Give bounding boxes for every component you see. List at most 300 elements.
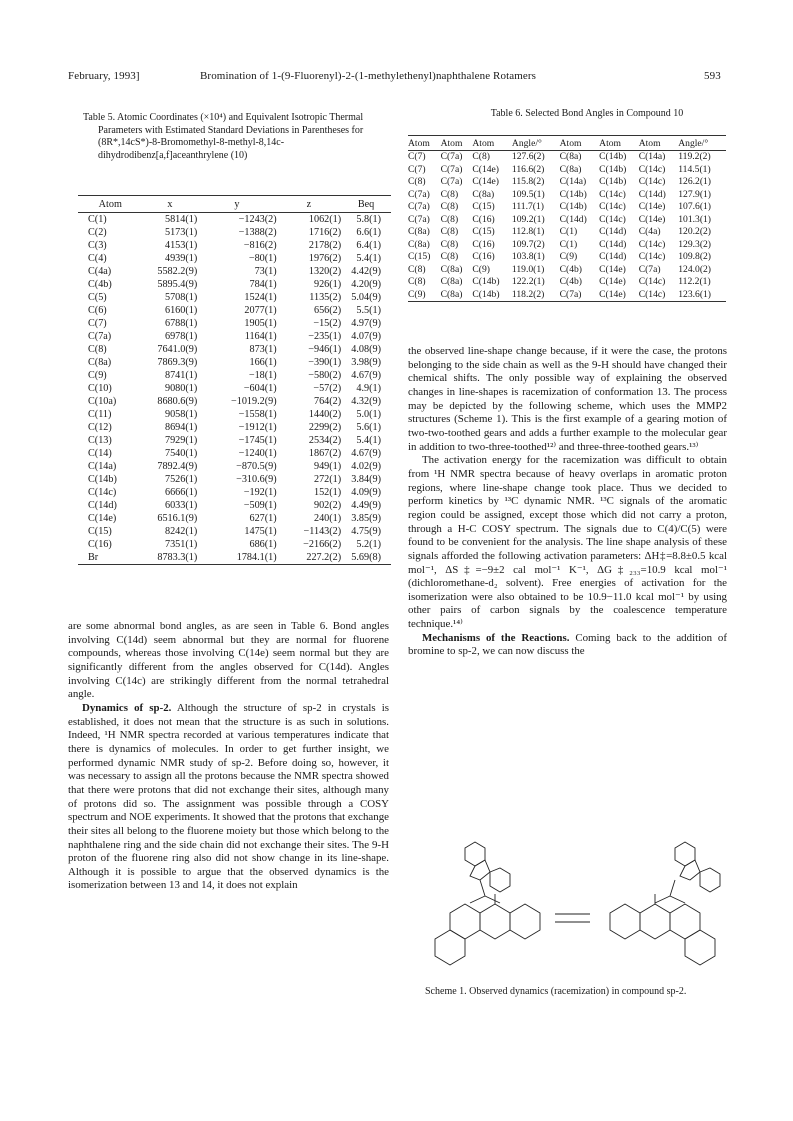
table6-cell: C(14d) <box>599 251 627 262</box>
table5-cell: C(12) <box>88 422 112 433</box>
paragraph-body: Coming back to the addition of bromine to sp-2, we can now discuss the <box>408 631 728 658</box>
left-column-text <box>68 620 389 893</box>
table5-cell: −1388(2) <box>238 227 277 238</box>
table6-cell: 120.2(2) <box>678 226 712 237</box>
table6-cell: C(14b) <box>472 289 512 302</box>
table6-cell: C(8a) <box>472 188 495 200</box>
table6-cell: C(7) <box>408 151 426 162</box>
table5-cell: Br <box>78 551 143 565</box>
table5-row <box>78 499 391 512</box>
table6-column-header: Atom <box>560 136 600 151</box>
table6-cell: C(4b) <box>559 276 582 287</box>
table6-cell: 119.2(2) <box>678 151 711 162</box>
table5-row <box>78 473 391 486</box>
table6-cell: C(7a) <box>408 188 430 200</box>
table5-cell: 8680.6(9) <box>157 396 198 407</box>
table6-cell: C(8) <box>440 188 459 200</box>
paragraph: The activation energy for the racemization was difficult to obtain from ¹H NMR spectra because of heavy overlaps in aromatic proton regions, where line-shape change took place. Thus we decided to perform kinetics by ¹³C dynamic NMR. ¹³C signals of the aromatic region could be assigned, except those which did not carry a proton, through a H-C COSY spectrum. The signals due to C(4)/C(5) were found to be convenient for the analysis. The line shape analysis of these signals afforded the following activation parameters: ΔH‡=8.8±0.5 kcal mol⁻¹, ΔS‡=−9±2 cal mol⁻¹ K⁻¹, ΔG‡₂₃₃=10.9 kcal mol⁻¹ (dichloromethane-d₂ solvent). Free energies of activation for the isomerization were also obtained to be 10.9−11.0 kcal mol⁻¹ by using other pairs of carbon signals by the coalescence temperature technique.¹⁴⁾ <box>408 454 727 631</box>
table5-cell: 6788(1) <box>164 318 198 329</box>
table6-cell: C(14b) <box>472 276 500 287</box>
table5-cell: −235(1) <box>308 331 342 342</box>
table6-cell: 109.7(2) <box>511 238 545 250</box>
table5-row <box>78 434 391 447</box>
table5-row <box>78 265 391 278</box>
table5-cell: −1240(1) <box>238 448 277 459</box>
table5-cell: C(10a) <box>88 396 117 407</box>
table5-cell: 4.42(9) <box>351 266 381 277</box>
table5-cell: 7869.3(9) <box>157 357 198 368</box>
table5-cell: 949(1) <box>313 461 342 472</box>
table6-cell: C(14c) <box>599 201 626 212</box>
table5-cell: 1976(2) <box>308 253 342 264</box>
scheme-1-caption: Scheme 1. Observed dynamics (racemization) in compound sp-2. <box>425 986 687 997</box>
table5-body <box>78 213 391 565</box>
table5-cell: 6.4(1) <box>356 240 381 251</box>
scheme-1-figure <box>430 828 730 983</box>
table5-cell: 73(1) <box>254 266 277 277</box>
page-number: 593 <box>704 70 721 82</box>
table5-cell: 3.85(9) <box>351 513 381 524</box>
table5-cell: C(13) <box>88 435 112 446</box>
table6-cell: C(14a) <box>638 151 666 162</box>
table5-cell: 166(1) <box>249 357 277 368</box>
table5-cell: −390(1) <box>308 357 342 368</box>
table6-cell: C(8a) <box>559 151 582 162</box>
table5-cell: 1867(2) <box>308 448 342 459</box>
table5-cell: C(14b) <box>88 474 117 485</box>
table6-cell: C(1) <box>559 238 578 250</box>
table5-cell: 7641.0(9) <box>157 344 198 355</box>
running-header-date: February, 1993] <box>68 70 140 82</box>
table6-cell: 118.2(2) <box>512 289 560 302</box>
table5-cell: −1745(1) <box>238 435 277 446</box>
table5-row <box>78 408 391 421</box>
table5-cell: C(4b) <box>88 279 112 290</box>
table5-cell: C(14) <box>88 448 112 459</box>
table6-cell: C(14c) <box>639 289 679 302</box>
table5-cell: 8783.3(1) <box>143 551 198 565</box>
table6-row <box>408 289 726 302</box>
table5-cell: C(14c) <box>88 487 117 498</box>
table5-column-header: Atom <box>78 196 143 213</box>
table5-cell: −604(1) <box>243 383 277 394</box>
table5-row <box>78 525 391 538</box>
table5-cell: 1440(2) <box>308 409 342 420</box>
table5-cell: −192(1) <box>243 487 277 498</box>
table6-cell: 101.3(1) <box>678 213 712 225</box>
table5-cell: 5.4(1) <box>356 435 381 446</box>
table6-row <box>408 276 726 289</box>
table5-cell: 1716(2) <box>308 227 342 238</box>
table6-cell: 112.8(1) <box>511 226 545 237</box>
table5-cell: 4.20(9) <box>351 279 381 290</box>
table6-cell: C(14d) <box>599 226 627 237</box>
table6-cell: C(14d) <box>638 188 666 200</box>
table5-cell: C(14e) <box>88 513 117 524</box>
table6-row <box>408 151 726 164</box>
table5-cell: 4.07(9) <box>351 331 381 342</box>
table5-cell: 8741(1) <box>164 370 198 381</box>
table5-cell: 5.2(1) <box>356 539 381 550</box>
table5-cell: 902(2) <box>313 500 342 511</box>
table6-cell: 109.8(2) <box>678 251 712 262</box>
table6-cell: 124.0(2) <box>678 263 712 275</box>
table6-column-header: Angle/° <box>678 136 726 151</box>
table5-row <box>78 486 391 499</box>
table5-cell: 6033(1) <box>164 500 198 511</box>
table5-cell: C(6) <box>88 305 107 316</box>
table6-cell: C(14e) <box>472 176 499 187</box>
table6-cell: C(15) <box>408 251 431 262</box>
table6-cell: C(14c) <box>638 238 666 250</box>
table6-cell: C(14e) <box>599 289 639 302</box>
table5-cell: 1135(2) <box>309 292 342 303</box>
table5-cell: 152(1) <box>313 487 342 498</box>
table6-cell: C(14c) <box>638 251 666 262</box>
table6-cell: C(15) <box>472 226 495 237</box>
table6-cell: C(8a) <box>408 226 430 237</box>
table6-cell: 109.2(1) <box>511 213 545 225</box>
table6-cell: C(7a) <box>638 263 661 275</box>
table5-cell: 9058(1) <box>164 409 198 420</box>
table5-cell: 1784.1(1) <box>197 551 276 565</box>
table6-row <box>408 226 726 239</box>
table6-cell: C(14b) <box>559 188 587 200</box>
table6-caption: Table 6. Selected Bond Angles in Compound 10 <box>490 108 684 119</box>
table5-row <box>78 291 391 304</box>
table6-cell: C(8a) <box>408 238 430 250</box>
table6-row <box>408 164 726 177</box>
table5-row <box>78 395 391 408</box>
table6-cell: C(14e) <box>638 213 666 225</box>
table6-column-header: Atom <box>441 136 473 151</box>
table6-cell: C(14c) <box>638 176 666 187</box>
table6-cell: C(14a) <box>559 176 587 187</box>
table5-cell: 656(2) <box>313 305 342 316</box>
table5-cell: C(2) <box>88 227 107 238</box>
table5-cell: 6.6(1) <box>356 227 381 238</box>
table5-cell: 4.32(9) <box>351 396 381 407</box>
table5-row <box>78 213 391 227</box>
table5-cell: 4153(1) <box>164 240 198 251</box>
table5-row <box>78 252 391 265</box>
table5-cell: 5895.4(9) <box>157 279 198 290</box>
table6-body <box>408 151 726 302</box>
table5-cell: 6978(1) <box>164 331 198 342</box>
table5-cell: 1524(1) <box>244 292 277 303</box>
table5-cell: 1164(1) <box>244 331 277 342</box>
table5-row <box>78 369 391 382</box>
table5-cell: 3.98(9) <box>351 357 381 368</box>
table5-row <box>78 304 391 317</box>
table5-cell: −15(2) <box>313 318 342 329</box>
table6-column-header: Atom <box>639 136 679 151</box>
table6-cell: C(7a) <box>408 201 430 212</box>
table5-cell: C(5) <box>88 292 107 303</box>
table5-cell: 9080(1) <box>164 383 198 394</box>
table5-cell: 5.8(1) <box>356 214 381 225</box>
table5-cell: 686(1) <box>249 539 277 550</box>
table6-cell: C(4b) <box>559 263 582 275</box>
table6-cell: C(8) <box>408 276 426 287</box>
table5-row <box>78 226 391 239</box>
table5-cell: 784(1) <box>249 279 277 290</box>
table6-cell: C(14b) <box>599 163 627 175</box>
running-header-title: Bromination of 1-(9-Fluorenyl)-2-(1-methylethenyl)naphthalene Rotamers <box>200 70 536 82</box>
table5-cell: 3.84(9) <box>351 474 381 485</box>
table5-cell: −1912(1) <box>238 422 277 433</box>
table5-cell: 5.04(9) <box>351 292 381 303</box>
table5-cell: 7929(1) <box>164 435 198 446</box>
table5-row <box>78 447 391 460</box>
section-heading: Dynamics of sp-2. <box>82 701 172 714</box>
table6-column-header: Atom <box>408 136 441 151</box>
table5-cell: −870.5(9) <box>236 461 277 472</box>
table5-cell: 7526(1) <box>164 474 198 485</box>
table6-cell: C(8) <box>440 213 459 225</box>
table5-cell: 7892.4(9) <box>157 461 198 472</box>
table6-cell: 111.7(1) <box>511 201 544 212</box>
table5-column-header: x <box>143 196 198 213</box>
equilibrium-arrows <box>555 914 590 922</box>
table5-cell: 8242(1) <box>164 526 198 537</box>
paragraph <box>68 702 389 893</box>
table6-row <box>408 251 726 264</box>
table5-cell: 7540(1) <box>164 448 198 459</box>
paragraph <box>408 632 727 659</box>
table6-cell: C(8) <box>440 238 459 250</box>
table5-row <box>78 239 391 252</box>
table5-cell: −18(1) <box>248 370 277 381</box>
table5-row <box>78 278 391 291</box>
section-heading: Mechanisms of the Reactions. <box>422 631 570 644</box>
table6-cell: C(1) <box>559 226 578 237</box>
table5-column-header: z <box>277 196 342 213</box>
right-column-text <box>408 345 727 659</box>
table5-cell: 4.97(9) <box>351 318 381 329</box>
table5-cell: 4.9(1) <box>356 383 381 394</box>
table5-cell: 4.75(9) <box>351 526 381 537</box>
table6-cell: 103.8(1) <box>511 251 545 262</box>
table6-cell: C(7a) <box>440 163 463 175</box>
table5-cell: −509(1) <box>243 500 277 511</box>
table6-cell: C(8a) <box>559 163 582 175</box>
table5-cell: 5.0(1) <box>356 409 381 420</box>
table5-cell: C(1) <box>88 214 107 225</box>
table6-row <box>408 201 726 214</box>
table6-cell: 129.3(2) <box>678 238 712 250</box>
table5-cell: −1019.2(9) <box>231 396 277 407</box>
table5-column-header: y <box>197 196 276 213</box>
table6-cell: C(7) <box>408 163 426 175</box>
table5-cell: 2178(2) <box>308 240 342 251</box>
table6-cell: 115.8(2) <box>511 176 545 187</box>
table6-header-row <box>408 136 726 151</box>
table5-cell: 8694(1) <box>164 422 198 433</box>
table5-cell: 926(1) <box>313 279 342 290</box>
table6-row <box>408 239 726 252</box>
table6-cell: 126.2(1) <box>678 176 712 187</box>
table5-cell: C(16) <box>88 539 112 550</box>
table5-row <box>78 317 391 330</box>
table6-cell: C(7a) <box>440 176 463 187</box>
table6-cell: 107.6(1) <box>678 201 712 212</box>
table6-cell: C(14b) <box>559 201 587 212</box>
table6 <box>408 135 726 302</box>
table6-cell: C(14e) <box>638 201 666 212</box>
table5-cell: −1558(1) <box>238 409 277 420</box>
table5-row <box>78 512 391 525</box>
table6-cell: C(9) <box>408 289 441 302</box>
table5-cell: 5.69(8) <box>341 551 391 565</box>
table6-cell: C(8) <box>440 201 459 212</box>
table5-cell: C(4a) <box>88 266 112 277</box>
table5-cell: C(4) <box>88 253 107 264</box>
table5-cell: 7351(1) <box>164 539 198 550</box>
table6-cell: C(14c) <box>599 213 626 225</box>
table5-cell: −580(2) <box>308 370 342 381</box>
table5-cell: −1243(2) <box>238 214 277 225</box>
table5-cell: 5.4(1) <box>356 253 381 264</box>
table6-cell: C(15) <box>472 201 495 212</box>
table5-header-row <box>78 196 391 213</box>
left-molecule-structure <box>435 842 540 965</box>
table6-cell: C(14e) <box>599 263 626 275</box>
paragraph: the observed line-shape change because, if it were the case, the protons belonging to the side chain as well as the 9-H should have changed their chemical shifts. The only possible way of explaining the observed changes in line-shapes is racemization of conformation 13. The process may be depicted by the following scheme, which uses the MMP2 structures (Scheme 1). This is the first example of a gearing motion of two-two-toothed gears and adds a further example to the molecular gear in addition to two-three-toothed¹²⁾ and three-three-toothed gears.¹³⁾ <box>408 345 727 453</box>
table6-cell: 112.2(1) <box>678 276 711 287</box>
table5-cell: −310.6(9) <box>236 474 277 485</box>
paragraph-body: Although the structure of sp-2 in crystals is established, it does not mean that the structure is as such in solutions. Indeed, ¹H NMR spectra recorded at various temperatures indicate that there is dynamics of molecules. In order to get further insight, we performed dynamic NMR study of sp-2. Before doing so, however, it was necessary to assign all the protons because the NMR spectra showed that there were protons that did not exchange their sites, although many of protons did so. The assignment was possible through a COSY spectrum and NOE experiments. It showed that the protons that exchange their sites all belong to the fluorene moiety but those which belong to the naphthalene ring and the side chain did not exchange their sites. The 9-H proton of the fluorene ring also did not show change in its line-shape. Although it is possible to argue that the observed dynamics is the isomerization between 13 and 14, it does not explain <box>68 701 389 892</box>
table5-cell: 2299(2) <box>308 422 342 433</box>
table6-cell: C(14c) <box>638 276 666 287</box>
table5-row <box>78 382 391 395</box>
table6-cell: C(7a) <box>440 151 463 162</box>
table6-cell: 127.6(2) <box>511 151 545 162</box>
table5-cell: −1143(2) <box>303 526 342 537</box>
right-molecule-structure <box>610 842 720 965</box>
table5-cell: 6160(1) <box>164 305 198 316</box>
table5-cell: 1475(1) <box>244 526 277 537</box>
table6-cell: C(7a) <box>408 213 430 225</box>
table5-column-header: Beq <box>341 196 391 213</box>
table6-cell: C(9) <box>472 263 490 275</box>
table6-column-header: Atom <box>472 136 512 151</box>
table6-row <box>408 214 726 227</box>
table5-cell: 764(2) <box>313 396 342 407</box>
table5-row <box>78 551 391 565</box>
table5-cell: 1062(1) <box>308 214 342 225</box>
table6-cell: 109.5(1) <box>511 188 545 200</box>
table5-cell: C(9) <box>88 370 107 381</box>
table5-cell: 6666(1) <box>164 487 198 498</box>
table5-cell: 227.2(2) <box>277 551 342 565</box>
table6-cell: C(8) <box>408 176 426 187</box>
table6-cell: C(8a) <box>440 276 463 287</box>
table5-cell: C(14a) <box>88 461 117 472</box>
table6-cell: 119.0(1) <box>511 263 545 275</box>
table6-cell: 127.9(1) <box>678 188 712 200</box>
table6-row <box>408 264 726 277</box>
table6-cell: C(7a) <box>560 289 600 302</box>
table5-row <box>78 330 391 343</box>
table6-cell: C(8) <box>440 226 459 237</box>
table6-cell: C(14b) <box>599 176 627 187</box>
table6-column-header: Angle/° <box>512 136 560 151</box>
table6-cell: C(14e) <box>599 276 626 287</box>
table5-cell: 4.09(9) <box>351 487 381 498</box>
table6-cell: C(14d) <box>559 213 587 225</box>
table5-row <box>78 343 391 356</box>
table5-cell: 4.49(9) <box>351 500 381 511</box>
table5-cell: C(15) <box>88 526 112 537</box>
table6-cell: C(8) <box>440 251 459 262</box>
table5-cell: 5.5(1) <box>356 305 381 316</box>
table5-row <box>78 538 391 551</box>
table5-cell: C(7a) <box>88 331 112 342</box>
table6-cell: C(16) <box>472 213 495 225</box>
table6-cell: C(14c) <box>599 188 626 200</box>
table6-cell: C(16) <box>472 251 495 262</box>
table5-cell: 5582.2(9) <box>157 266 198 277</box>
table5-cell: 4.08(9) <box>351 344 381 355</box>
table6-cell: C(14e) <box>472 163 499 175</box>
table5-cell: 6516.1(9) <box>157 513 198 524</box>
table6-cell: C(14b) <box>599 151 627 162</box>
table5 <box>78 195 391 565</box>
table5-row <box>78 356 391 369</box>
table5-cell: −2166(2) <box>303 539 342 550</box>
table6-cell: C(8) <box>472 151 490 162</box>
table5-cell: 5.6(1) <box>356 422 381 433</box>
table5-cell: 1320(2) <box>308 266 342 277</box>
table5-cell: 627(1) <box>249 513 277 524</box>
table5-cell: −816(2) <box>243 240 277 251</box>
table6-cell: 116.6(2) <box>511 163 545 175</box>
table5-cell: 4.02(9) <box>351 461 381 472</box>
table5-cell: 5173(1) <box>164 227 198 238</box>
table5-cell: −946(1) <box>308 344 342 355</box>
table5-cell: −57(2) <box>313 383 342 394</box>
table5-cell: 1905(1) <box>244 318 277 329</box>
table5-cell: C(8) <box>88 344 107 355</box>
table5-cell: 272(1) <box>313 474 342 485</box>
table5-cell: 2077(1) <box>244 305 277 316</box>
table5-cell: 4939(1) <box>164 253 198 264</box>
table5-row <box>78 421 391 434</box>
table6-cell: 114.5(1) <box>678 163 711 175</box>
paragraph: are some abnormal bond angles, as are seen in Table 6. Bond angles involving C(14d) seem abnormal but they are normal for fluorene compounds, whereas those involving C(14e) seem normal but they are significantly different from the angles observed for C(14d). Angles involving C(14c) are strikingly different from the normal tetrahedral angle. <box>68 620 389 701</box>
table6-column-header: Atom <box>599 136 639 151</box>
table5-cell: 5814(1) <box>164 214 198 225</box>
table5-cell: C(7) <box>88 318 107 329</box>
table6-row <box>408 176 726 189</box>
table6-cell: C(4a) <box>638 226 661 237</box>
table5-caption: Table 5. Atomic Coordinates (×10⁴) and Equivalent Isotropic Thermal Parameters with Estimated Standard Deviations in Parentheses for (8R*,14cS*)-8-Bromomethyl-8-methyl-8,14c-dihydrodibenz[a,f]aceanthrylene (10) <box>83 112 364 161</box>
table6-cell: 123.6(1) <box>678 289 726 302</box>
table6-cell: C(8a) <box>440 263 463 275</box>
table5-cell: 240(1) <box>313 513 342 524</box>
table6-cell: 122.2(1) <box>511 276 545 287</box>
table5-row <box>78 460 391 473</box>
table6-cell: C(14d) <box>599 238 627 250</box>
table5-cell: 873(1) <box>249 344 277 355</box>
table6-cell: C(14c) <box>638 163 666 175</box>
table6-cell: C(16) <box>472 238 495 250</box>
table5-cell: 2534(2) <box>308 435 342 446</box>
table6-row <box>408 189 726 202</box>
table5-cell: C(11) <box>88 409 112 420</box>
table5-cell: 4.67(9) <box>351 448 381 459</box>
